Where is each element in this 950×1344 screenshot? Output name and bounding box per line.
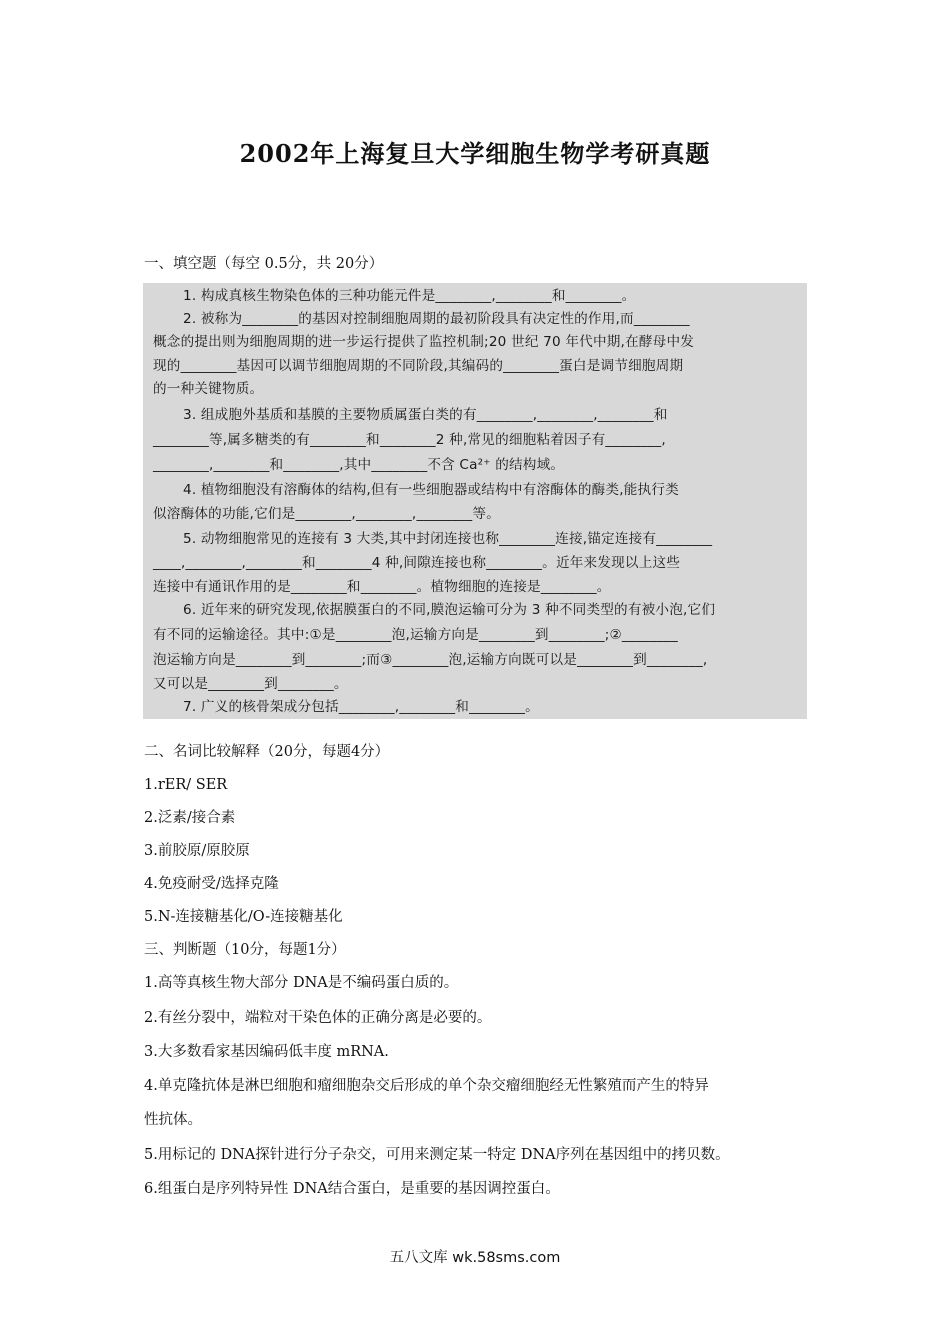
section-heading-fill-blank: 一、填空题（每空 0.5分，共 20分） xyxy=(144,256,384,272)
scan-line: 的一种关键物质。 xyxy=(153,381,264,397)
scan-line: ____,________,________和________4 种,间隙连接也称________。近年来发现以上这些 xyxy=(153,555,681,571)
list-item: 6.组蛋白是序列特异性 DNA结合蛋白，是重要的基因调控蛋白。 xyxy=(144,1181,560,1197)
list-item: 1.高等真核生物大部分 DNA是不编码蛋白质的。 xyxy=(144,975,459,991)
list-item: 4.单克隆抗体是淋巴细胞和瘤细胞杂交后形成的单个杂交瘤细胞经无性繁殖而产生的特异 xyxy=(144,1078,709,1094)
list-item: 3.前胶原/原胶原 xyxy=(144,843,250,859)
scan-line: 有不同的运输途径。其中:①是________泡,运输方向是________到________;②________ xyxy=(153,627,678,643)
scan-line: 2. 被称为________的基因对控制细胞周期的最初阶段具有决定性的作用,而________ xyxy=(183,311,690,327)
scan-line: 6. 近年来的研究发现,依据膜蛋白的不同,膜泡运输可分为 3 种不同类型的有被小泡,它们 xyxy=(183,602,716,618)
scan-line: 3. 组成胞外基质和基膜的主要物质属蛋白类的有________,________,________和 xyxy=(183,407,668,423)
list-item: 5.用标记的 DNA探针进行分子杂交，可用来测定某一特定 DNA序列在基因组中的拷贝数。 xyxy=(144,1147,730,1163)
scan-line: 7. 广义的核骨架成分包括________,________和________。 xyxy=(183,699,539,715)
scan-line: 又可以是________到________。 xyxy=(153,676,348,692)
list-item: 5.N-连接糖基化/O-连接糖基化 xyxy=(144,909,343,925)
scan-line: 1. 构成真核生物染色体的三种功能元件是________,________和________。 xyxy=(183,288,636,304)
list-item-continuation: 性抗体。 xyxy=(144,1112,202,1128)
scan-line: 4. 植物细胞没有溶酶体的结构,但有一些细胞器或结构中有溶酶体的酶类,能执行类 xyxy=(183,482,679,498)
footer-watermark: 五八文库 wk.58sms.com xyxy=(389,1250,561,1266)
list-item: 2.有丝分裂中，端粒对干染色体的正确分离是必要的。 xyxy=(144,1010,492,1026)
scan-line: 概念的提出则为细胞周期的进一步运行提供了监控机制;20 世纪 70 年代中期,在酵母中发 xyxy=(153,334,695,350)
section-heading-term-comparison: 二、名词比较解释（20分，每题4分） xyxy=(144,744,390,760)
scan-line: ________,________和________,其中________不含 Ca²⁺ 的结构域。 xyxy=(153,457,565,473)
scan-line: 连接中有通讯作用的是________和________。植物细胞的连接是________。 xyxy=(153,579,611,595)
list-item: 1.rER/ SER xyxy=(144,777,228,793)
scan-line: 泡运输方向是________到________;而③________泡,运输方向既可以是________到________, xyxy=(153,652,708,668)
list-item: 2.泛素/接合素 xyxy=(144,810,236,826)
scan-line: ________等,属多糖类的有________和________2 种,常见的细胞粘着因子有________, xyxy=(153,432,666,448)
scanned-questions-image xyxy=(143,283,807,719)
page-title: 2002年上海复旦大学细胞生物学考研真题 xyxy=(239,139,711,168)
scan-line: 5. 动物细胞常见的连接有 3 大类,其中封闭连接也称________连接,锚定连接有________ xyxy=(183,531,713,547)
section-heading-true-false: 三、判断题（10分，每题1分） xyxy=(144,942,346,958)
scan-line: 现的________基因可以调节细胞周期的不同阶段,其编码的________蛋白是调节细胞周期 xyxy=(153,358,684,374)
list-item: 4.免疫耐受/选择克隆 xyxy=(144,876,279,892)
list-item: 3.大多数看家基因编码低丰度 mRNA. xyxy=(144,1044,389,1060)
scan-line: 似溶酶体的功能,它们是________,________,________等。 xyxy=(153,506,501,522)
